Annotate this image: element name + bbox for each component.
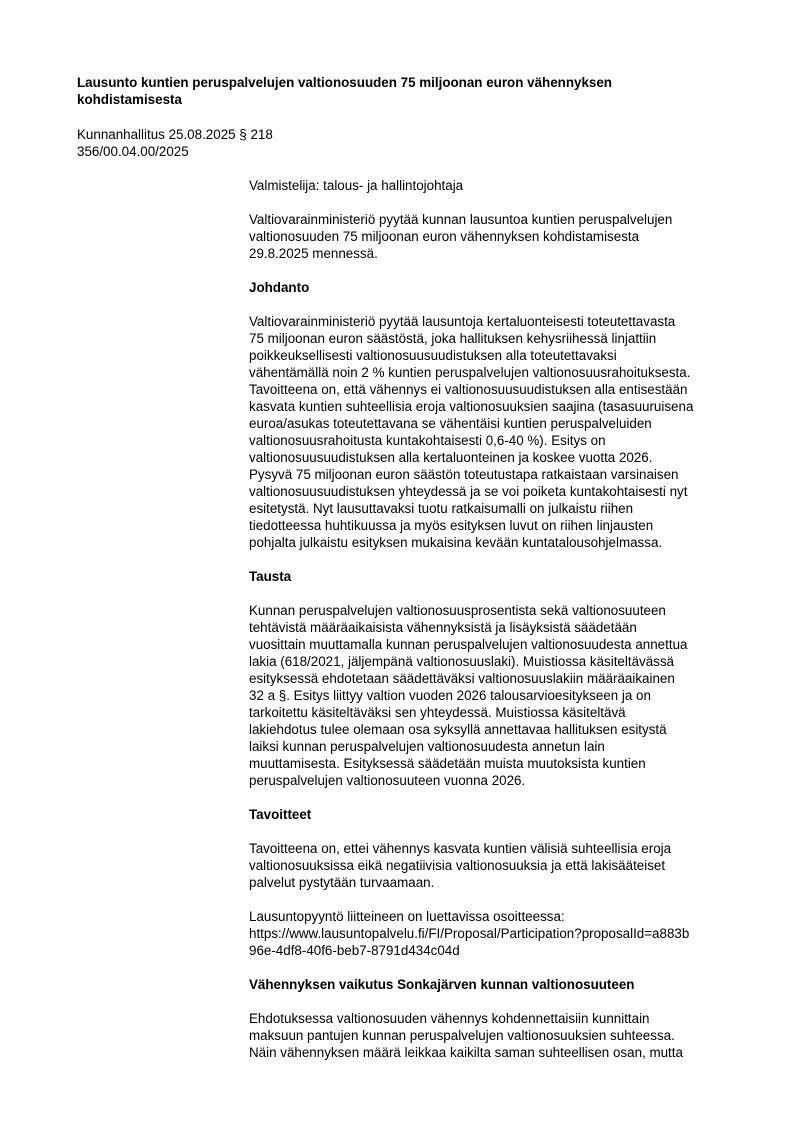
paragraph-line: Ehdotuksessa valtionosuuden vähennys kohdennettaisiin kunnittain [249,1011,650,1026]
section-paragraph [249,1010,749,1061]
paragraph-line: Valtiovarainministeriö pyytää lausuntoja kertaluonteisesti toteutettavasta [249,314,676,329]
paragraph-line: valtionosuuksissa eikä negatiivisia valtionosuuksia ja että lakisääteiset [249,858,666,873]
section-paragraph [249,313,749,551]
paragraph-line: valtionosuusuudistuksen yhteydessä ja se voi poiketa kuntakohtaisesti nyt [249,484,688,499]
paragraph-line: Tavoitteena on, että vähennys ei valtionosuusuudistuksen alla entisestään [249,382,688,397]
paragraph-line: kasvata kuntien suhteellisia eroja valtionosuuksien saajina (tasasuuruisena [249,399,694,414]
meeting-info [77,126,273,160]
paragraph-line: peruspalvelujen valtionosuuteen vuonna 2026. [249,773,526,788]
paragraph-line: tehtävistä määräaikaisista vähennyksistä ja lisäyksistä säädetään [249,620,637,635]
paragraph-line: esitetystä. Nyt lausuttavaksi tuotu ratkaisumalli on julkaistu riihen [249,501,634,516]
paragraph-line: poikkeuksellisesti valtionosuusuudistuksen alla toteutettavaksi [249,348,617,363]
paragraph-line: 29.8.2025 mennessä. [249,246,378,261]
paragraph-line: pohjalta julkaistu esityksen mukaisina kevään kuntatalousohjelmassa. [249,535,663,550]
paragraph-line: laiksi kunnan peruspalvelujen valtionosuudesta annetun lain [249,739,605,754]
paragraph-line: 75 miljoonan euron säästöstä, joka hallituksen kehysriihessä linjattiin [249,331,657,346]
paragraph-line: Näin vähennyksen määrä leikkaa kaikilta saman suhteellisen osan, mutta [249,1045,683,1060]
paragraph-line: 96e-4df8-40f6-beb7-8791d434c04d [249,943,460,958]
paragraph-line: maksuun pantujen kunnan peruspalvelujen valtionosuuksien suhteessa. [249,1028,675,1043]
paragraph-line: euroa/asukas toteutettavana se vähentäisi kuntien peruspalveluiden [249,416,652,431]
paragraph-line: esityksessä ehdotetaan säädettäväksi valtionosuuslakiin määräaikainen [249,671,675,686]
paragraph-line: valtionosuusuudistuksen alla kertaluonteinen ja koskee vuotta 2026. [249,450,653,465]
paragraph-line: https://www.lausuntopalvelu.fi/FI/Proposal/Participation?proposalId=a883b [249,926,690,941]
preparer-line [249,177,749,194]
intro-paragraph [249,211,749,262]
paragraph-line: 32 a §. Esitys liittyy valtion vuoden 2026 talousarvioesitykseen ja on [249,688,651,703]
section-heading: Tausta [249,569,292,584]
paragraph-line: vuosittain muuttamalla kunnan peruspalvelujen valtionosuudesta annettua [249,637,688,652]
section-heading: Johdanto [249,280,310,295]
section-paragraph [249,908,749,959]
paragraph-line: lakiehdotus tulee olemaan osa syksyllä annettavaa hallituksen esitystä [249,722,667,737]
section-paragraph [249,840,749,891]
paragraph-line: Tavoitteena on, ettei vähennys kasvata kuntien välisiä suhteellisia eroja [249,841,672,856]
paragraph-line: Pysyvä 75 miljoonan euron säästön toteutustapa ratkaistaan varsinaisen [249,467,679,482]
paragraph-line: valtionosuusrahoitusta kuntakohtaisesti 0,6-40 %). Esitys on [249,433,606,448]
section-heading: Vähennyksen vaikutus Sonkajärven kunnan valtionosuuteen [249,977,635,992]
sections-container [249,279,749,1061]
title-line: kohdistamisesta [77,92,182,107]
paragraph-line: tiedotteessa huhtikuussa ja myös esityksen luvut on riihen linjausten [249,518,654,533]
paragraph-line: lakia (618/2021, jäljempänä valtionosuuslaki). Muistiossa käsiteltävässä [249,654,675,669]
paragraph-line: muuttamisesta. Esityksessä säädetään muista muutoksista kuntien [249,756,646,771]
record-number: 356/00.04.00/2025 [77,144,189,159]
meeting-reference: Kunnanhallitus 25.08.2025 § 218 [77,127,273,142]
document-body [249,177,749,1078]
paragraph-line: Lausuntopyyntö liitteineen on luettavissa osoitteessa: [249,909,565,924]
preparer-text: Valmistelija: talous- ja hallintojohtaja [249,178,464,193]
section-heading: Tavoitteet [249,807,312,822]
document-title [77,74,737,108]
section-paragraph [249,602,749,789]
paragraph-line: palvelut pystytään turvaamaan. [249,875,435,890]
paragraph-line: valtionosuuden 75 miljoonan euron vähennyksen kohdistamisesta [249,229,640,244]
paragraph-line: Kunnan peruspalvelujen valtionosuusprosentista sekä valtionosuuteen [249,603,666,618]
title-line: Lausunto kuntien peruspalvelujen valtionosuuden 75 miljoonan euron vähennyksen [77,75,612,90]
paragraph-line: tarkoitettu käsiteltäväksi sen yhteydessä. Muistiossa käsiteltävä [249,705,626,720]
paragraph-line: Valtiovarainministeriö pyytää kunnan lausuntoa kuntien peruspalvelujen [249,212,673,227]
paragraph-line: vähentämällä noin 2 % kuntien peruspalvelujen valtionosuusrahoituksesta. [249,365,691,380]
